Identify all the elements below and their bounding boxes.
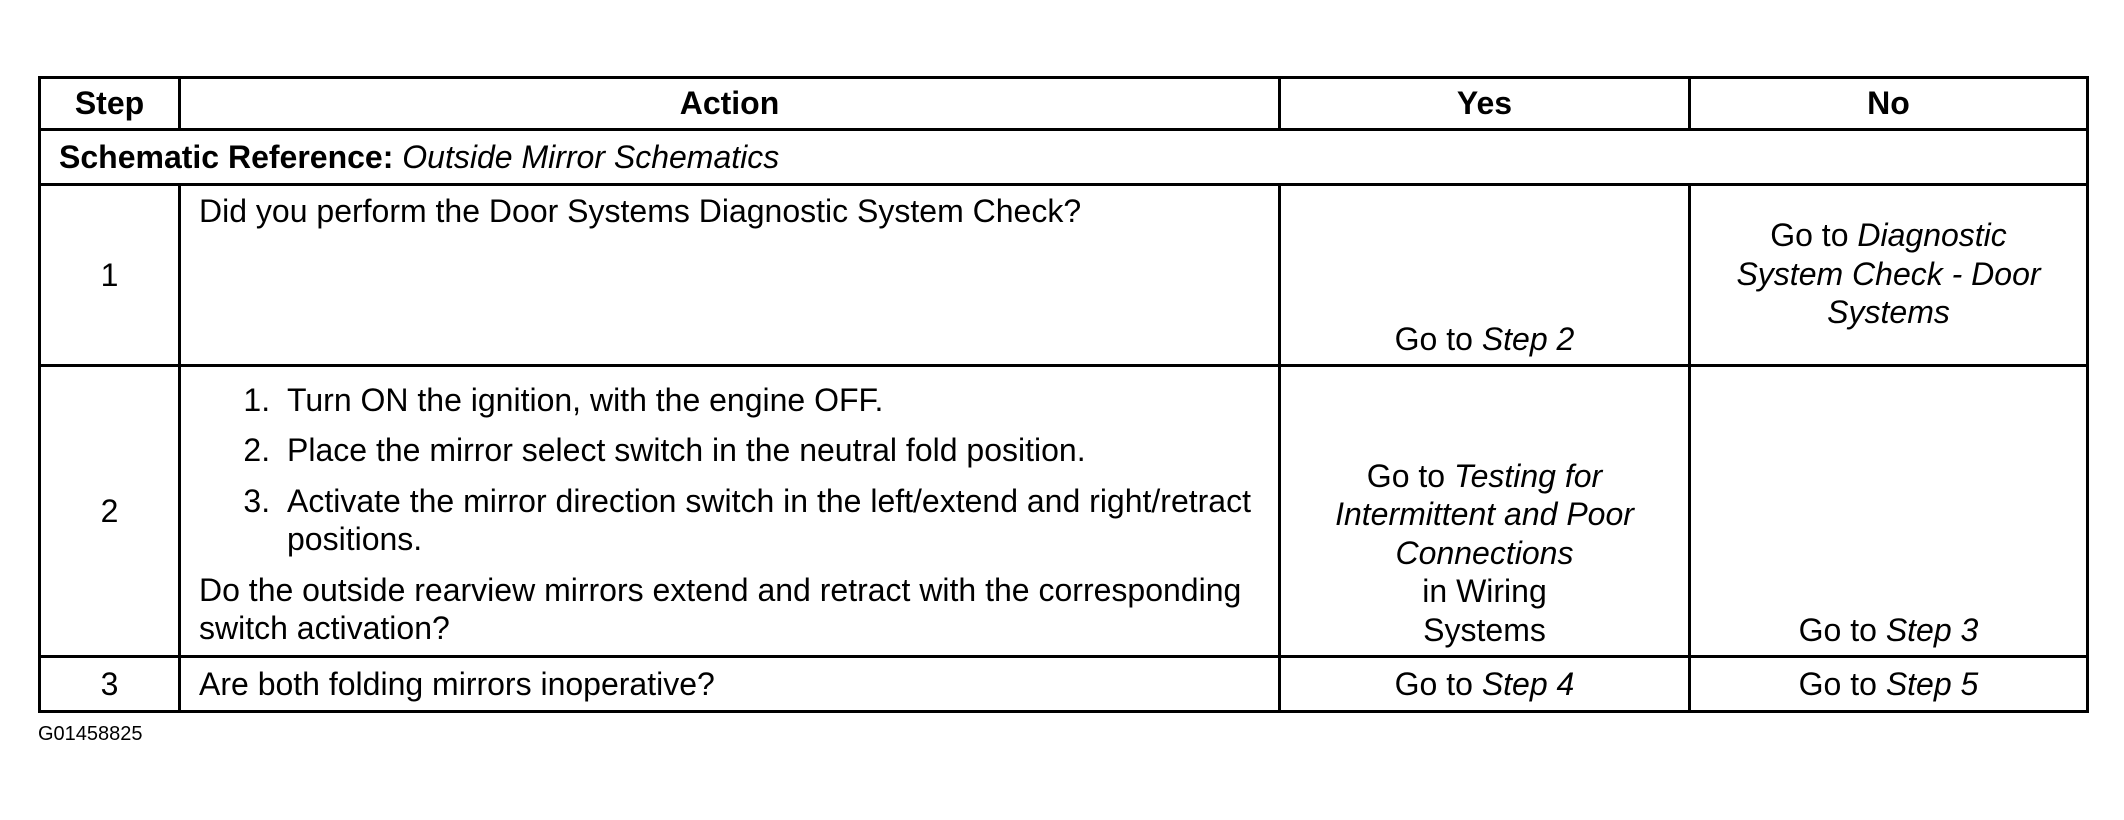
action-text: Are both folding mirrors inoperative? bbox=[180, 657, 1280, 712]
no-prefix: Go to bbox=[1798, 665, 1886, 702]
action-step-list bbox=[199, 381, 1260, 559]
yes-suffix-line-1: in Wiring bbox=[1422, 573, 1547, 610]
step-number: 2 bbox=[40, 366, 180, 657]
testing-link-line-2[interactable]: Intermittent and Poor bbox=[1335, 496, 1634, 533]
schematic-reference-row bbox=[40, 130, 2088, 185]
yes-result bbox=[1280, 366, 1690, 657]
diagnostic-link-line-1[interactable]: Diagnostic bbox=[1857, 217, 2007, 254]
header-row bbox=[40, 78, 2088, 130]
figure-id: G01458825 bbox=[38, 723, 143, 745]
table-row bbox=[40, 657, 2088, 712]
action-step-item: 3. Activate the mirror direction switch in the left/extend and right/retract positions. bbox=[279, 482, 1260, 559]
testing-link-line-1[interactable]: Testing for bbox=[1453, 458, 1603, 495]
no-prefix: Go to bbox=[1770, 217, 1858, 254]
schematic-reference-label: Schematic Reference: bbox=[59, 138, 394, 175]
schematic-reference bbox=[40, 130, 2088, 185]
schematic-reference-link[interactable]: Outside Mirror Schematics bbox=[402, 138, 780, 175]
no-prefix: Go to bbox=[1798, 611, 1886, 648]
step-link[interactable]: Step 2 bbox=[1481, 320, 1575, 357]
step-link[interactable]: Step 4 bbox=[1481, 665, 1575, 702]
step-number: 3 bbox=[40, 657, 180, 712]
yes-result bbox=[1280, 185, 1690, 366]
step-link[interactable]: Step 5 bbox=[1885, 665, 1979, 702]
yes-prefix: Go to bbox=[1366, 458, 1454, 495]
yes-prefix: Go to bbox=[1394, 665, 1482, 702]
yes-result bbox=[1280, 657, 1690, 712]
yes-suffix-line-2: Systems bbox=[1423, 611, 1546, 648]
diagnostic-table bbox=[38, 76, 2089, 713]
no-result bbox=[1690, 657, 2088, 712]
header-step: Step bbox=[40, 78, 180, 130]
step-link[interactable]: Step 3 bbox=[1885, 611, 1979, 648]
step-number: 1 bbox=[40, 185, 180, 366]
action-text bbox=[180, 366, 1280, 657]
diagnostic-link-line-2[interactable]: System Check - Door bbox=[1736, 255, 2041, 292]
table-row bbox=[40, 185, 2088, 366]
yes-prefix: Go to bbox=[1394, 320, 1482, 357]
header-no: No bbox=[1690, 78, 2088, 130]
action-text: Did you perform the Door Systems Diagnostic System Check? bbox=[180, 185, 1280, 366]
diagnostic-link-line-3[interactable]: Systems bbox=[1827, 294, 1950, 331]
testing-link-line-3[interactable]: Connections bbox=[1395, 534, 1574, 571]
no-result bbox=[1690, 366, 2088, 657]
table-row bbox=[40, 366, 2088, 657]
action-step-item: 2. Place the mirror select switch in the neutral fold position. bbox=[279, 431, 1260, 469]
no-result bbox=[1690, 185, 2088, 366]
header-action: Action bbox=[180, 78, 1280, 130]
action-step-item: 1. Turn ON the ignition, with the engine OFF. bbox=[279, 381, 1260, 419]
header-yes: Yes bbox=[1280, 78, 1690, 130]
action-question: Do the outside rearview mirrors extend and retract with the corresponding switch activation? bbox=[199, 571, 1242, 646]
